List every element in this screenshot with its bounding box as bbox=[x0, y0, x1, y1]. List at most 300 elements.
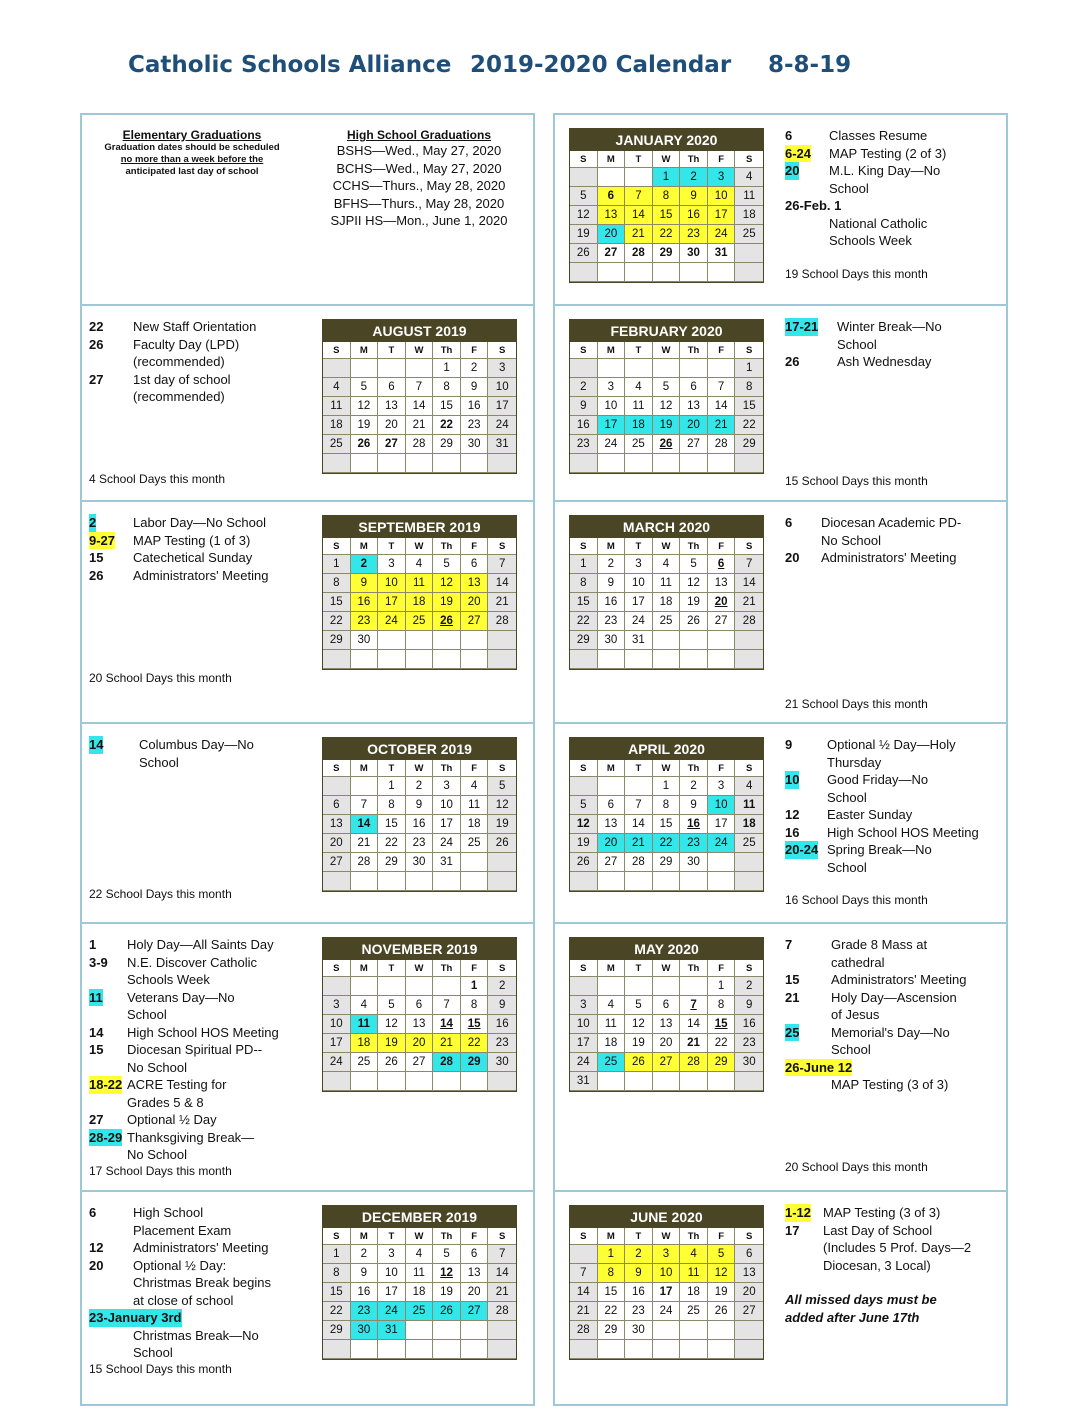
calendar-day: 1 bbox=[735, 359, 763, 378]
calendar-empty-cell bbox=[433, 454, 461, 473]
calendar-day: 23 bbox=[488, 1034, 516, 1053]
calendar-day: 26 bbox=[433, 1302, 461, 1321]
weekday-header: M bbox=[598, 538, 626, 555]
school-days-count: 16 School Days this month bbox=[785, 893, 928, 907]
calendar-empty-cell bbox=[570, 1340, 598, 1359]
calendar-empty-cell bbox=[461, 454, 489, 473]
calendar-empty-cell bbox=[406, 631, 434, 650]
calendar-day: 12 bbox=[625, 1015, 653, 1034]
weekday-header: S bbox=[735, 1228, 763, 1245]
calendar-grid bbox=[570, 151, 763, 282]
event-date: 12 bbox=[89, 1240, 104, 1255]
calendar-day: 7 bbox=[406, 378, 434, 397]
calendar-day: 1 bbox=[598, 1245, 626, 1264]
weekday-header: S bbox=[570, 151, 598, 168]
calendar-day: 15 bbox=[653, 206, 681, 225]
event-item bbox=[89, 954, 279, 989]
weekday-header: M bbox=[598, 342, 626, 359]
calendar-day: 6 bbox=[735, 1245, 763, 1264]
calendar-day: 9 bbox=[570, 397, 598, 416]
calendar-day: 11 bbox=[680, 1264, 708, 1283]
event-text: M.L. King Day—No School bbox=[829, 163, 941, 196]
calendar-day: 1 bbox=[461, 977, 489, 996]
weekday-header: M bbox=[351, 1228, 379, 1245]
month-cell-divider bbox=[553, 922, 1008, 924]
calendar-day: 1 bbox=[570, 555, 598, 574]
calendar-empty-cell bbox=[570, 1245, 598, 1264]
calendar-empty-cell bbox=[625, 359, 653, 378]
calendar-day: 10 bbox=[625, 574, 653, 593]
calendar-empty-cell bbox=[433, 977, 461, 996]
calendar-empty-cell bbox=[488, 454, 516, 473]
event-text: Memorial's Day—No School bbox=[831, 1024, 950, 1057]
calendar-day: 19 bbox=[653, 416, 681, 435]
calendar-day: 25 bbox=[625, 435, 653, 454]
calendar-day: 20 bbox=[735, 1283, 763, 1302]
calendar-apr bbox=[569, 737, 764, 892]
calendar-empty-cell bbox=[735, 872, 763, 891]
calendar-empty-cell bbox=[680, 977, 708, 996]
page-title bbox=[128, 52, 928, 86]
calendar-empty-cell bbox=[625, 1072, 653, 1091]
event-item bbox=[785, 1059, 966, 1094]
calendar-day: 24 bbox=[625, 612, 653, 631]
event-item bbox=[785, 353, 942, 371]
calendar-empty-cell bbox=[653, 977, 681, 996]
calendar-day: 19 bbox=[570, 834, 598, 853]
calendar-day: 31 bbox=[378, 1321, 406, 1340]
calendar-empty-cell bbox=[570, 168, 598, 187]
calendar-day: 16 bbox=[461, 397, 489, 416]
calendar-day: 4 bbox=[653, 555, 681, 574]
calendar-day: 4 bbox=[598, 996, 626, 1015]
calendar-day: 19 bbox=[680, 593, 708, 612]
calendar-day: 4 bbox=[406, 1245, 434, 1264]
calendar-empty-cell bbox=[708, 853, 736, 872]
event-text: MAP Testing (2 of 3) bbox=[829, 145, 947, 161]
weekday-header: M bbox=[351, 760, 379, 777]
calendar-day: 16 bbox=[488, 1015, 516, 1034]
event-date: 17-21 bbox=[785, 319, 819, 334]
calendar-day: 13 bbox=[708, 574, 736, 593]
calendar-day: 23 bbox=[351, 1302, 379, 1321]
calendar-day: 15 bbox=[653, 815, 681, 834]
weekday-header: W bbox=[406, 1228, 434, 1245]
calendar-day: 3 bbox=[708, 777, 736, 796]
calendar-empty-cell bbox=[351, 359, 379, 378]
calendar-grid bbox=[570, 760, 763, 891]
event-text: Administrators' Meeting bbox=[133, 567, 269, 583]
school-days-count: 21 School Days this month bbox=[785, 697, 928, 711]
events-jan bbox=[785, 127, 946, 250]
calendar-day: 8 bbox=[653, 796, 681, 815]
event-date: 6 bbox=[785, 515, 793, 530]
calendar-day: 27 bbox=[406, 1053, 434, 1072]
event-item bbox=[89, 567, 268, 585]
calendar-empty-cell bbox=[735, 244, 763, 263]
calendar-empty-cell bbox=[406, 454, 434, 473]
month-cell-divider bbox=[80, 500, 535, 502]
calendar-day: 2 bbox=[680, 777, 708, 796]
calendar-day: 5 bbox=[625, 996, 653, 1015]
calendar-day: 10 bbox=[378, 574, 406, 593]
event-date: 1 bbox=[89, 937, 97, 952]
calendar-empty-cell bbox=[570, 977, 598, 996]
event-text: Ash Wednesday bbox=[837, 354, 932, 369]
event-text: High School Placement Exam bbox=[133, 1205, 232, 1238]
event-text: Catechetical Sunday bbox=[133, 550, 253, 565]
calendar-empty-cell bbox=[598, 977, 626, 996]
calendar-empty-cell bbox=[735, 1072, 763, 1091]
calendar-day: 2 bbox=[351, 555, 379, 574]
calendar-day: 9 bbox=[351, 1264, 379, 1283]
calendar-day: 14 bbox=[625, 815, 653, 834]
school-days-count: 22 School Days this month bbox=[89, 887, 232, 901]
hs-graduation-item: BFHS—Thurs., May 28, 2020 bbox=[333, 195, 505, 211]
calendar-empty-cell bbox=[570, 454, 598, 473]
calendar-day: 20 bbox=[680, 416, 708, 435]
calendar-empty-cell bbox=[680, 359, 708, 378]
calendar-day: 5 bbox=[433, 1245, 461, 1264]
event-text: Last Day of School (Includes 5 Prof. Days—2 Diocesan, 3 Local) bbox=[823, 1222, 972, 1273]
weekday-header: Th bbox=[433, 1228, 461, 1245]
calendar-empty-cell bbox=[735, 631, 763, 650]
calendar-empty-cell bbox=[461, 853, 489, 872]
event-text: Administrators' Meeting bbox=[133, 1240, 269, 1255]
calendar-day: 21 bbox=[488, 593, 516, 612]
calendar-day: 27 bbox=[461, 612, 489, 631]
events-sep bbox=[89, 514, 268, 584]
calendar-day: 14 bbox=[708, 397, 736, 416]
weekday-header: T bbox=[378, 342, 406, 359]
calendar-empty-cell bbox=[406, 359, 434, 378]
event-date: 3-9 bbox=[89, 954, 108, 970]
calendar-grid bbox=[323, 538, 516, 669]
calendar-day: 22 bbox=[378, 834, 406, 853]
calendar-day: 8 bbox=[735, 378, 763, 397]
calendar-month-title: MAY 2020 bbox=[570, 938, 763, 960]
calendar-day: 5 bbox=[570, 796, 598, 815]
hs-graduation-item: BCHS—Wed., May 27, 2020 bbox=[336, 160, 502, 176]
calendar-day: 8 bbox=[570, 574, 598, 593]
calendar-day: 11 bbox=[735, 796, 763, 815]
calendar-empty-cell bbox=[461, 1072, 489, 1091]
calendar-day: 4 bbox=[735, 168, 763, 187]
calendar-day: 22 bbox=[653, 834, 681, 853]
event-text: Optional ½ Day—Holy Thursday bbox=[827, 737, 956, 770]
calendar-day: 11 bbox=[406, 1264, 434, 1283]
event-item bbox=[89, 989, 279, 1024]
calendar-day: 18 bbox=[680, 1283, 708, 1302]
calendar-day: 30 bbox=[680, 853, 708, 872]
event-text: Optional ½ Day: Christmas Break begins at close of school bbox=[133, 1257, 271, 1308]
weekday-header: S bbox=[570, 960, 598, 977]
calendar-day: 2 bbox=[570, 378, 598, 397]
event-date: 11 bbox=[89, 989, 103, 1005]
calendar-month-title: NOVEMBER 2019 bbox=[323, 938, 516, 960]
calendar-day: 21 bbox=[488, 1283, 516, 1302]
calendar-jan bbox=[569, 128, 764, 283]
calendar-day: 27 bbox=[323, 853, 351, 872]
calendar-day: 17 bbox=[598, 416, 626, 435]
calendar-day: 18 bbox=[406, 593, 434, 612]
calendar-day: 12 bbox=[680, 574, 708, 593]
calendar-day: 3 bbox=[378, 1245, 406, 1264]
calendar-day: 15 bbox=[708, 1015, 736, 1034]
calendar-empty-cell bbox=[406, 1340, 434, 1359]
calendar-day: 12 bbox=[653, 397, 681, 416]
calendar-day: 3 bbox=[433, 777, 461, 796]
calendar-day: 6 bbox=[461, 1245, 489, 1264]
weekday-header: T bbox=[378, 960, 406, 977]
event-text: Veterans Day—No School bbox=[127, 989, 235, 1022]
school-days-count: 20 School Days this month bbox=[89, 671, 232, 685]
calendar-day: 2 bbox=[461, 359, 489, 378]
weekday-header: W bbox=[653, 960, 681, 977]
calendar-empty-cell bbox=[461, 631, 489, 650]
event-item bbox=[785, 1024, 966, 1059]
calendar-day: 5 bbox=[570, 187, 598, 206]
hs-graduation-item: CCHS—Thurs., May 28, 2020 bbox=[332, 178, 506, 193]
calendar-empty-cell bbox=[351, 1072, 379, 1091]
weekday-header: Th bbox=[433, 960, 461, 977]
weekday-header: T bbox=[378, 1228, 406, 1245]
calendar-day: 12 bbox=[433, 1264, 461, 1283]
calendar-day: 10 bbox=[708, 187, 736, 206]
calendar-empty-cell bbox=[708, 1072, 736, 1091]
calendar-day: 26 bbox=[708, 1302, 736, 1321]
calendar-empty-cell bbox=[598, 872, 626, 891]
calendar-day: 23 bbox=[461, 416, 489, 435]
weekday-header: S bbox=[735, 538, 763, 555]
calendar-empty-cell bbox=[735, 1321, 763, 1340]
calendar-empty-cell bbox=[378, 359, 406, 378]
school-days-count: 19 School Days this month bbox=[785, 267, 928, 281]
calendar-day: 13 bbox=[598, 206, 626, 225]
calendar-empty-cell bbox=[351, 777, 379, 796]
elementary-note-1: Graduation dates should be scheduled bbox=[104, 142, 280, 153]
calendar-day: 24 bbox=[708, 834, 736, 853]
calendar-day: 23 bbox=[570, 435, 598, 454]
calendar-empty-cell bbox=[378, 650, 406, 669]
calendar-empty-cell bbox=[406, 872, 434, 891]
calendar-empty-cell bbox=[598, 650, 626, 669]
calendar-day: 10 bbox=[570, 1015, 598, 1034]
calendar-day: 13 bbox=[680, 397, 708, 416]
events-aug bbox=[89, 318, 256, 406]
weekday-header: W bbox=[653, 342, 681, 359]
calendar-day: 28 bbox=[708, 435, 736, 454]
calendar-empty-cell bbox=[488, 1340, 516, 1359]
calendar-day: 8 bbox=[378, 796, 406, 815]
weekday-header: S bbox=[488, 760, 516, 777]
calendar-empty-cell bbox=[433, 631, 461, 650]
weekday-header: F bbox=[461, 538, 489, 555]
event-date: 20 bbox=[89, 1257, 104, 1273]
event-text: ACRE Testing for Grades 5 & 8 bbox=[127, 1077, 227, 1110]
calendar-empty-cell bbox=[433, 1072, 461, 1091]
calendar-empty-cell bbox=[488, 631, 516, 650]
calendar-empty-cell bbox=[708, 650, 736, 669]
calendar-day: 21 bbox=[351, 834, 379, 853]
weekday-header: S bbox=[323, 1228, 351, 1245]
calendar-day: 24 bbox=[488, 416, 516, 435]
calendar-empty-cell bbox=[351, 1340, 379, 1359]
calendar-empty-cell bbox=[735, 853, 763, 872]
calendar-month-title: APRIL 2020 bbox=[570, 738, 763, 760]
calendar-day: 14 bbox=[488, 574, 516, 593]
event-date: 26 bbox=[785, 354, 800, 369]
calendar-day: 4 bbox=[680, 1245, 708, 1264]
event-date: 14 bbox=[89, 1024, 104, 1040]
weekday-header: M bbox=[351, 538, 379, 555]
calendar-day: 27 bbox=[598, 244, 626, 263]
calendar-day: 30 bbox=[598, 631, 626, 650]
calendar-empty-cell bbox=[653, 631, 681, 650]
calendar-day: 22 bbox=[735, 416, 763, 435]
calendar-empty-cell bbox=[653, 872, 681, 891]
calendar-empty-cell bbox=[461, 1340, 489, 1359]
calendar-day: 18 bbox=[406, 1283, 434, 1302]
weekday-header: S bbox=[570, 538, 598, 555]
calendar-day: 5 bbox=[351, 378, 379, 397]
event-item bbox=[89, 549, 268, 567]
event-date: 6 bbox=[89, 1205, 97, 1220]
weekday-header: S bbox=[735, 342, 763, 359]
calendar-day: 30 bbox=[461, 435, 489, 454]
calendar-day: 28 bbox=[735, 612, 763, 631]
event-text: Easter Sunday bbox=[827, 807, 913, 822]
event-date: 10 bbox=[785, 772, 800, 787]
event-text: MAP Testing (1 of 3) bbox=[133, 532, 251, 548]
calendar-day: 2 bbox=[625, 1245, 653, 1264]
event-item bbox=[785, 824, 979, 842]
calendar-day: 25 bbox=[323, 435, 351, 454]
calendar-day: 24 bbox=[378, 612, 406, 631]
calendar-day: 21 bbox=[708, 416, 736, 435]
weekday-header: T bbox=[625, 342, 653, 359]
calendar-grid bbox=[323, 960, 516, 1091]
calendar-day: 20 bbox=[653, 1034, 681, 1053]
school-days-count: 17 School Days this month bbox=[89, 1164, 232, 1178]
event-text: Diocesan Academic PD- No School bbox=[821, 515, 962, 548]
calendar-day: 18 bbox=[461, 815, 489, 834]
calendar-day: 6 bbox=[680, 378, 708, 397]
calendar-day: 25 bbox=[653, 612, 681, 631]
calendar-day: 9 bbox=[351, 574, 379, 593]
calendar-empty-cell bbox=[708, 454, 736, 473]
elementary-note-2: no more than a week before the bbox=[120, 154, 264, 165]
calendar-day: 12 bbox=[708, 1264, 736, 1283]
calendar-nov bbox=[322, 937, 517, 1092]
calendar-day: 7 bbox=[708, 378, 736, 397]
event-date: 26-Feb. 1 bbox=[785, 198, 842, 213]
calendar-day: 3 bbox=[708, 168, 736, 187]
calendar-grid bbox=[570, 960, 763, 1091]
calendar-empty-cell bbox=[708, 1340, 736, 1359]
weekday-header: S bbox=[323, 960, 351, 977]
calendar-empty-cell bbox=[406, 1072, 434, 1091]
calendar-day: 5 bbox=[680, 555, 708, 574]
event-item bbox=[89, 1204, 271, 1239]
event-date: 7 bbox=[785, 937, 793, 952]
calendar-day: 28 bbox=[351, 853, 379, 872]
calendar-day: 9 bbox=[461, 378, 489, 397]
calendar-day: 24 bbox=[653, 1302, 681, 1321]
calendar-day: 16 bbox=[570, 416, 598, 435]
calendar-day: 18 bbox=[653, 593, 681, 612]
event-item bbox=[785, 162, 946, 197]
calendar-day: 20 bbox=[378, 416, 406, 435]
month-cell-divider bbox=[80, 722, 535, 724]
elementary-graduations-title: Elementary Graduations bbox=[122, 128, 262, 142]
calendar-empty-cell bbox=[625, 454, 653, 473]
weekday-header: M bbox=[598, 960, 626, 977]
calendar-day: 4 bbox=[323, 378, 351, 397]
calendar-day: 10 bbox=[653, 1264, 681, 1283]
calendar-day: 7 bbox=[433, 996, 461, 1015]
event-item bbox=[89, 336, 256, 371]
weekday-header: Th bbox=[680, 342, 708, 359]
event-item bbox=[785, 936, 966, 971]
calendar-empty-cell bbox=[570, 359, 598, 378]
calendar-empty-cell bbox=[406, 977, 434, 996]
calendar-jun bbox=[569, 1205, 764, 1360]
weekday-header: W bbox=[406, 760, 434, 777]
calendar-day: 29 bbox=[323, 1321, 351, 1340]
calendar-day: 26 bbox=[625, 1053, 653, 1072]
calendar-day: 5 bbox=[378, 996, 406, 1015]
calendar-day: 12 bbox=[378, 1015, 406, 1034]
calendar-day: 3 bbox=[598, 378, 626, 397]
calendar-day: 5 bbox=[653, 378, 681, 397]
calendar-day: 19 bbox=[433, 1283, 461, 1302]
weekday-header: F bbox=[461, 1228, 489, 1245]
calendar-day: 14 bbox=[433, 1015, 461, 1034]
calendar-day: 16 bbox=[406, 815, 434, 834]
calendar-day: 9 bbox=[680, 796, 708, 815]
weekday-header: M bbox=[598, 151, 626, 168]
calendar-day: 29 bbox=[323, 631, 351, 650]
calendar-day: 10 bbox=[488, 378, 516, 397]
event-text: MAP Testing (3 of 3) bbox=[823, 1205, 941, 1220]
event-item bbox=[785, 145, 946, 163]
calendar-day: 28 bbox=[625, 244, 653, 263]
calendar-empty-cell bbox=[708, 263, 736, 282]
month-cell-divider bbox=[80, 304, 535, 306]
calendar-day: 2 bbox=[488, 977, 516, 996]
calendar-day: 24 bbox=[708, 225, 736, 244]
calendar-day: 26 bbox=[680, 612, 708, 631]
calendar-day: 22 bbox=[461, 1034, 489, 1053]
event-date: 25 bbox=[785, 1024, 800, 1040]
calendar-day: 15 bbox=[433, 397, 461, 416]
calendar-day: 10 bbox=[378, 1264, 406, 1283]
calendar-day: 17 bbox=[708, 815, 736, 834]
calendar-day: 14 bbox=[406, 397, 434, 416]
calendar-empty-cell bbox=[323, 777, 351, 796]
calendar-day: 5 bbox=[433, 555, 461, 574]
calendar-day: 28 bbox=[406, 435, 434, 454]
calendar-day: 6 bbox=[708, 555, 736, 574]
calendar-empty-cell bbox=[323, 359, 351, 378]
month-cell-divider bbox=[553, 1190, 1008, 1192]
weekday-header: M bbox=[598, 1228, 626, 1245]
weekday-header: M bbox=[351, 960, 379, 977]
calendar-day: 20 bbox=[406, 1034, 434, 1053]
event-item bbox=[89, 532, 268, 550]
calendar-day: 3 bbox=[653, 1245, 681, 1264]
